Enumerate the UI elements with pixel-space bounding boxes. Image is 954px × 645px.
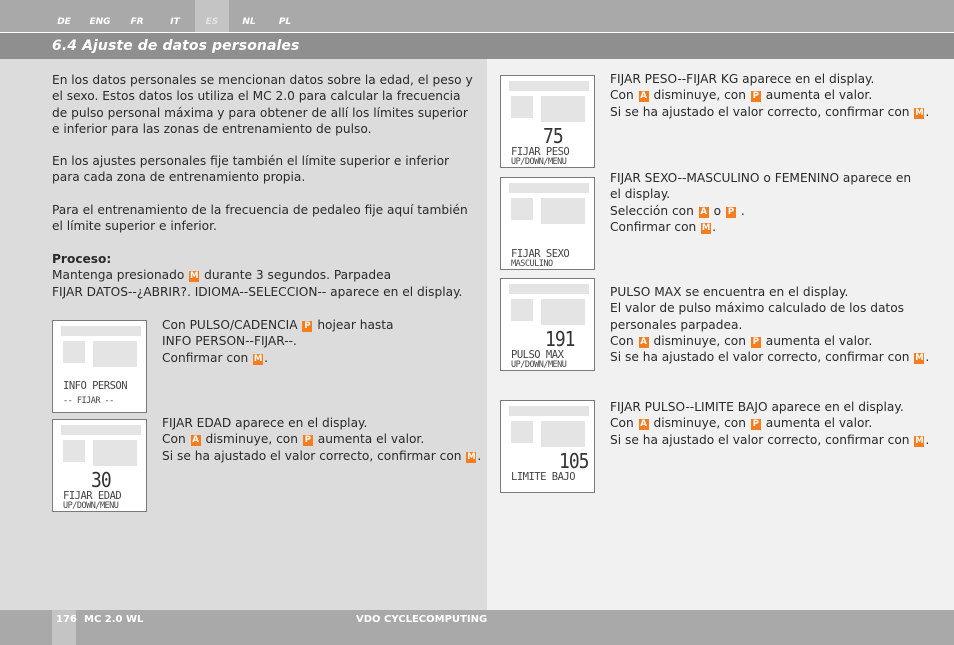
section-title: 6.4 Ajuste de datos personales	[52, 38, 300, 54]
footer-brand: VDO CYCLECOMPUTING	[356, 614, 488, 625]
footer-model: MC 2.0 WL	[84, 614, 144, 625]
section-header	[0, 32, 954, 59]
lcd-line1: FIJAR SEXO	[511, 248, 570, 260]
lcd-display-limite-bajo	[500, 400, 595, 493]
lcd-value: 75	[543, 124, 563, 149]
lcd-line1: PULSO MAX	[511, 349, 564, 361]
lcd-line2: UP/DOWN/MENU	[63, 501, 119, 511]
lcd-value: 191	[545, 327, 575, 352]
m-button-icon: M	[467, 451, 476, 462]
tab-de[interactable]: DE	[57, 17, 71, 27]
proceso-text: FIJAR DATOS--¿ABRIR?. IDIOMA--SELECCION-- aparece en el display.	[52, 284, 463, 299]
m-button-icon: M	[915, 107, 924, 118]
lcd-value: 105	[559, 449, 589, 474]
lcd-display-fijar-peso	[500, 75, 595, 168]
p-button-icon: P	[727, 206, 735, 217]
step-fijar-sexo-text: FIJAR SEXO--MASCULINO o FEMENINO aparece en el display. Selección con A o P . Confirmar con M .	[610, 171, 912, 234]
lcd-line1: LIMITE BAJO	[511, 471, 576, 483]
m-button-icon: M	[253, 353, 263, 364]
a-button-icon: A	[700, 206, 708, 217]
a-button-icon: A	[640, 336, 647, 347]
intro-paragraph-3: Para el entrenamiento de la frecuencia de pedaleo fije aquí también el límite superior e inferior.	[52, 203, 468, 234]
lcd-display-pulso-max	[500, 278, 595, 371]
lcd-line2: UP/DOWN/MENU	[511, 157, 567, 167]
step-pulso-max-text: PULSO MAX se encuentra en el display. El valor de pulso máximo calculado de los datos personales parpadea. Con A disminuye, con P aumenta el valor. Si se ha ajustado el valor correcto, confirmar con M .	[610, 285, 930, 365]
a-button-icon: A	[640, 91, 647, 102]
tab-eng[interactable]: ENG	[89, 17, 111, 27]
p-button-icon: P	[752, 336, 759, 347]
page-number: 176	[56, 614, 77, 625]
tab-es[interactable]: ES	[195, 0, 229, 32]
lcd-display-fijar-edad	[52, 419, 147, 512]
lcd-line2: UP/DOWN/MENU	[511, 360, 567, 370]
p-button-icon: P	[304, 435, 311, 446]
lcd-line2: MASCULINO	[511, 259, 553, 269]
intro-paragraph-2: En los ajustes personales fije también el límite superior e inferior para cada zona de entrenamiento propia.	[52, 154, 450, 185]
tab-pl[interactable]: PL	[278, 17, 292, 27]
p-button-icon: P	[752, 91, 759, 102]
lcd-line1: INFO PERSON	[63, 380, 128, 392]
proceso-text: Mantenga presionado	[52, 268, 185, 283]
step-info-person-text: Con PULSO/CADENCIA P hojear hasta INFO PERSON--FIJAR--. Confirmar con M .	[162, 318, 394, 365]
lcd-value: 30	[91, 468, 111, 493]
proceso-heading: Proceso:	[52, 252, 112, 266]
tab-nl[interactable]: NL	[242, 17, 256, 27]
m-button-icon: M	[915, 435, 924, 446]
lcd-display-info-person	[52, 320, 147, 413]
step-limite-bajo-text: FIJAR PULSO--LIMITE BAJO aparece en el display. Con A disminuye, con P aumenta el valor. Si se ha ajustado el valor correcto, confirmar con M .	[610, 400, 930, 447]
step-fijar-edad-text: FIJAR EDAD aparece en el display. Con A disminuye, con P aumenta el valor. Si se ha ajustado el valor correcto, confirmar con M .	[162, 416, 482, 463]
lcd-display-fijar-sexo	[500, 177, 595, 270]
tab-it[interactable]: IT	[170, 17, 180, 27]
lcd-line2: -- FIJAR --	[63, 396, 114, 406]
m-button-icon: M	[915, 353, 924, 364]
m-button-icon: M	[189, 271, 199, 282]
lcd-line1: FIJAR EDAD	[63, 490, 122, 502]
m-button-icon: M	[701, 222, 711, 233]
lcd-line1: FIJAR PESO	[511, 146, 570, 158]
p-button-icon: P	[752, 419, 759, 430]
a-button-icon: A	[192, 435, 199, 446]
proceso-text: durante 3 segundos. Parpadea	[204, 268, 392, 283]
tab-fr[interactable]: FR	[130, 17, 144, 27]
intro-paragraph-1: En los datos personales se mencionan datos sobre la edad, el peso y el sexo. Estos datos los utiliza el MC 2.0 para calcular la frecuencia de pulso personal máxima y para obtener de allí los límites superior e inferior para las zonas de entrenamiento de pulso.	[52, 73, 473, 136]
proceso-block	[52, 251, 477, 300]
step-fijar-peso-text: FIJAR PESO--FIJAR KG aparece en el display. Con A disminuye, con P aumenta el valor. Si se ha ajustado el valor correcto, confirmar con M .	[610, 72, 930, 119]
p-button-icon: P	[304, 321, 311, 331]
a-button-icon: A	[640, 419, 647, 430]
